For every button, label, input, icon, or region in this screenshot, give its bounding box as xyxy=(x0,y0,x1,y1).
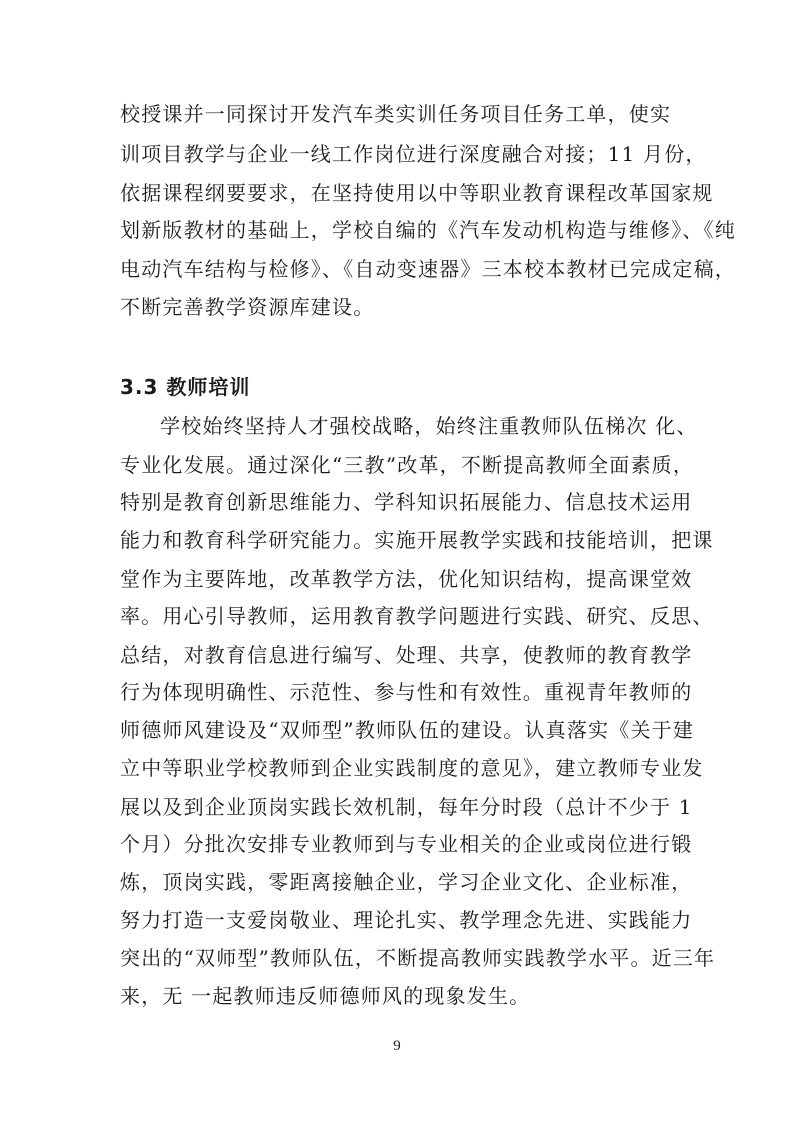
paragraph2-line-4: 能力和教育科学研究能力。实施开展教学实践和技能培训，把课 xyxy=(120,528,714,552)
paragraph1-line-1: 校授课并一同探讨开发汽车类实训任务项目任务工单，使实 xyxy=(120,102,672,126)
paragraph2-line-8: 行为体现明确性、示范性、参与性和有效性。重视青年教师的 xyxy=(120,680,693,704)
paragraph2-line-1: 学校始终坚持人才强校战略，始终注重教师队伍梯次 化、 xyxy=(160,414,698,438)
paragraph2-line-2: 专业化发展。通过深化“三教”改革，不断提高教师全面素质， xyxy=(120,453,695,477)
paragraph1-line-4: 划新版教材的基础上，学校自编的《汽车发动机构造与维修》、《纯 xyxy=(120,218,736,242)
paragraph2-line-7: 总结，对教育信息进行编写、处理、共享，使教师的教育教学 xyxy=(120,643,693,667)
paragraph2-line-3: 特别是教育创新思维能力、学科知识拓展能力、信息技术运用 xyxy=(120,490,693,514)
section-heading: 3.3 教师培训 xyxy=(120,375,251,399)
paragraph1-line-3: 依据课程纲要要求，在坚持使用以中等职业教育课程改革国家规 xyxy=(120,181,714,205)
paragraph2-line-12: 个月）分批次安排专业教师到与专业相关的企业或岗位进行锻 xyxy=(120,832,693,856)
paragraph2-line-14: 努力打造一支爱岗敬业、理论扎实、教学理念先进、实践能力 xyxy=(120,908,693,932)
paragraph2-line-11: 展以及到企业顶岗实践长效机制，每年分时段（总计不少于 1 xyxy=(120,795,693,819)
paragraph2-line-16: 来，无 一起教师违反师德师风的现象发生。 xyxy=(120,984,531,1008)
paragraph2-line-13: 炼，顶岗实践，零距离接触企业，学习企业文化、企业标准， xyxy=(120,870,693,894)
paragraph1-line-2: 训项目教学与企业一线工作岗位进行深度融合对接；11 月份， xyxy=(120,142,707,166)
paragraph1-line-5: 电动汽车结构与检修》、《自动变速器》三本校本教材已完成定稿， xyxy=(120,257,736,281)
paragraph2-line-6: 率。用心引导教师，运用教育教学问题进行实践、研究、反思、 xyxy=(120,604,714,628)
paragraph2-line-9: 师德师风建设及“双师型”教师队伍的建设。认真落实《关于建 xyxy=(120,718,695,742)
paragraph2-line-15: 突出的“双师型”教师队伍，不断提高教师实践教学水平。近三年 xyxy=(120,946,716,970)
paragraph1-line-6: 不断完善教学资源库建设。 xyxy=(120,295,375,319)
page-number: 9 xyxy=(393,1038,401,1054)
paragraph2-line-10: 立中等职业学校教师到企业实践制度的意见》，建立教师专业发 xyxy=(120,756,704,780)
paragraph2-line-5: 堂作为主要阵地，改革教学方法，优化知识结构，提高课堂效 xyxy=(120,567,693,591)
